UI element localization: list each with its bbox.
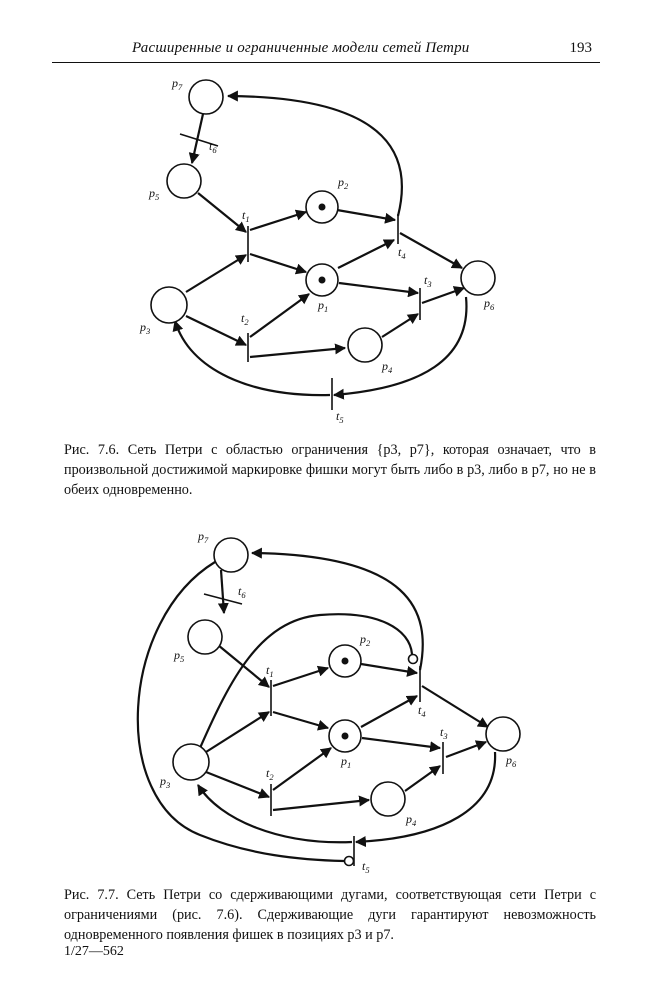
- label-t5: $t_5$: [362, 859, 370, 875]
- figure-7-6-caption: Рис. 7.6. Сеть Петри с областью ограничения {p3, p7}, которая означает, что в произвольной достижимой маркировке фишки могут быть либо в p3, либо в p7, но не в обеих одновременно.: [64, 442, 596, 498]
- label-t1: $t_1$: [242, 208, 250, 224]
- label-p3: $p_3$: [160, 774, 171, 790]
- label-p4: $p_4$: [382, 359, 393, 375]
- token-p2: [342, 658, 349, 665]
- label-p5: $p_5$: [149, 186, 160, 202]
- running-title: Расширенные и ограниченные модели сетей Петри: [132, 40, 470, 56]
- arc-p3-t2: [206, 772, 269, 797]
- arc-t1-p1: [273, 712, 328, 728]
- arc-p7-t6: [221, 570, 224, 613]
- label-p5: $p_5$: [174, 648, 185, 664]
- label-t6: $t_6$: [209, 139, 217, 155]
- label-p3: $p_3$: [140, 320, 151, 336]
- arc-t3-p6: [446, 742, 486, 757]
- label-p1: $p_1$: [341, 754, 352, 770]
- inhibitor-arc-p3-t4: [200, 614, 412, 748]
- label-p2: $p_2$: [360, 632, 371, 648]
- label-p7: $p_7$: [172, 76, 183, 92]
- arc-t2-p1: [273, 748, 331, 790]
- label-t3: $t_3$: [424, 273, 432, 289]
- label-t2: $t_2$: [241, 311, 249, 327]
- label-p7: $p_7$: [198, 529, 209, 545]
- arc-p1-t3: [362, 738, 440, 748]
- label-t4: $t_4$: [398, 245, 406, 261]
- arc-t2-p4: [273, 800, 369, 810]
- place-p6: [486, 717, 520, 751]
- place-p7: [214, 538, 248, 572]
- label-t5: $t_5$: [336, 409, 344, 425]
- arc-p5-t1: [218, 645, 269, 687]
- inhibitor-circle-t5: [345, 857, 354, 866]
- arc-p1-t4: [361, 696, 417, 727]
- inhibitor-arc-p7-t5: [138, 562, 344, 861]
- figure-7-7-caption: Рис. 7.7. Сеть Петри со сдерживающими дугами, соответствующая сети Петри с ограничениями (рис. 7.6). Сдерживающие дуги гарантируют невозможность одновременного появления фишек в позициях p3 и p7.: [64, 887, 596, 943]
- arc-t5-p3: [198, 785, 352, 842]
- inhibitor-circle-t4: [409, 655, 418, 664]
- place-p4: [371, 782, 405, 816]
- page-number: 193: [569, 40, 592, 56]
- label-p4: $p_4$: [406, 812, 417, 828]
- label-p6: $p_6$: [506, 753, 517, 769]
- label-p1: $p_1$: [318, 298, 329, 314]
- printer-signature: 1/27—562: [64, 944, 124, 959]
- label-t3: $t_3$: [440, 725, 448, 741]
- token-p1: [342, 733, 349, 740]
- arc-p4-t3: [405, 766, 440, 791]
- place-p3: [173, 744, 209, 780]
- place-p5: [188, 620, 222, 654]
- label-t1: $t_1$: [266, 663, 274, 679]
- label-t4: $t_4$: [418, 703, 426, 719]
- arc-p2-t4: [361, 664, 417, 673]
- label-t6: $t_6$: [238, 584, 246, 600]
- label-t2: $t_2$: [266, 766, 274, 782]
- arc-p3-t1: [206, 712, 269, 752]
- label-p6: $p_6$: [484, 296, 495, 312]
- arc-t1-p2: [273, 668, 328, 686]
- arc-t4-p6: [422, 686, 488, 727]
- label-p2: $p_2$: [338, 175, 349, 191]
